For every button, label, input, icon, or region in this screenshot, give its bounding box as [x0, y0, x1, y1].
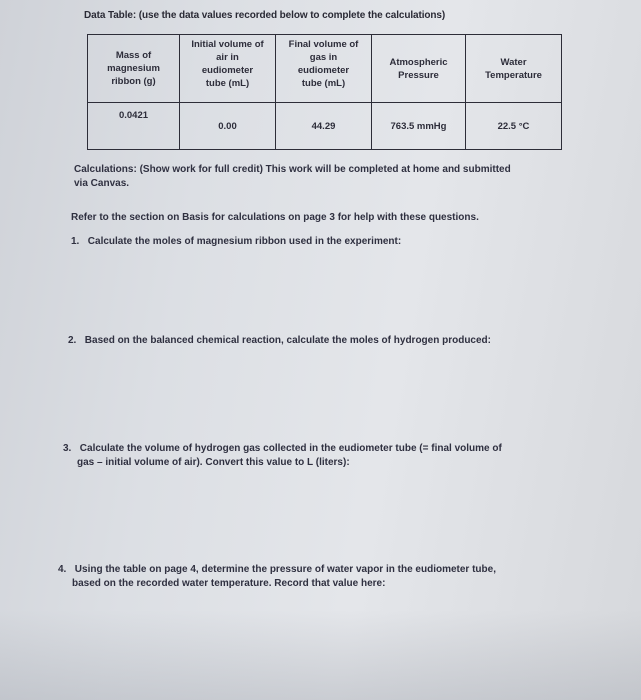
header-final-line: Final volume of: [288, 39, 359, 50]
table-row: [88, 103, 562, 150]
question-text: Based on the balanced chemical reaction, calculate the moles of hydrogen produced:: [84, 335, 491, 346]
question-text: based on the recorded water temperature. Record that value here:: [72, 578, 386, 589]
value-initial-volume: 0.00: [180, 103, 276, 150]
question-2: [68, 334, 491, 348]
question-4: [58, 563, 496, 591]
header-mass: [88, 35, 180, 103]
header-initial-line: air in: [216, 52, 239, 63]
header-mass-line: Mass of: [115, 50, 152, 61]
header-final-line: gas in: [309, 52, 338, 63]
question-number: 2.: [68, 335, 77, 346]
header-temperature-line: Water: [500, 56, 527, 68]
header-initial-line: eudiometer: [201, 65, 254, 76]
header-water-temperature: [466, 35, 562, 103]
data-table: [87, 34, 562, 150]
question-text: gas – initial volume of air). Convert this value to L (liters):: [77, 457, 350, 468]
calculations-instructions: [74, 163, 594, 191]
value-atmospheric-pressure: 763.5 mmHg: [372, 103, 466, 150]
value-mass: 0.0421: [88, 103, 180, 150]
header-initial-volume: [180, 35, 276, 103]
question-number: 4.: [58, 564, 67, 575]
header-initial-line: tube (mL): [205, 78, 250, 89]
header-final-volume: [276, 35, 372, 103]
calculations-line: Calculations: (Show work for full credit) This work will be completed at home and submitted: [74, 164, 511, 175]
header-pressure-line: Atmospheric: [389, 56, 448, 68]
header-final-line: eudiometer: [297, 65, 350, 76]
data-table-caption: Data Table: (use the data values recorded below to complete the calculations): [84, 10, 446, 21]
calculations-line: via Canvas.: [74, 178, 130, 189]
refer-note: Refer to the section on Basis for calculations on page 3 for help with these questions.: [71, 212, 479, 223]
table-header-row: [88, 35, 562, 103]
question-1: [71, 235, 401, 249]
header-mass-line: magnesium: [107, 63, 160, 74]
page-shadow: [0, 610, 641, 700]
question-number: 3.: [63, 443, 72, 454]
header-mass-line: ribbon (g): [111, 76, 156, 87]
value-final-volume: 44.29: [276, 103, 372, 150]
header-temperature-line: Temperature: [485, 69, 542, 81]
question-text: Calculate the volume of hydrogen gas collected in the eudiometer tube (= final volume of: [79, 443, 502, 454]
question-3: [63, 442, 502, 470]
question-text: Calculate the moles of magnesium ribbon used in the experiment:: [87, 236, 402, 247]
value-water-temperature: 22.5 °C: [466, 103, 562, 150]
header-atmospheric-pressure: [372, 35, 466, 103]
question-text: Using the table on page 4, determine the pressure of water vapor in the eudiometer tube,: [74, 564, 496, 575]
header-initial-line: Initial volume of: [191, 39, 264, 50]
header-pressure-line: Pressure: [398, 69, 439, 81]
question-number: 1.: [71, 236, 80, 247]
header-final-line: tube (mL): [301, 78, 346, 89]
